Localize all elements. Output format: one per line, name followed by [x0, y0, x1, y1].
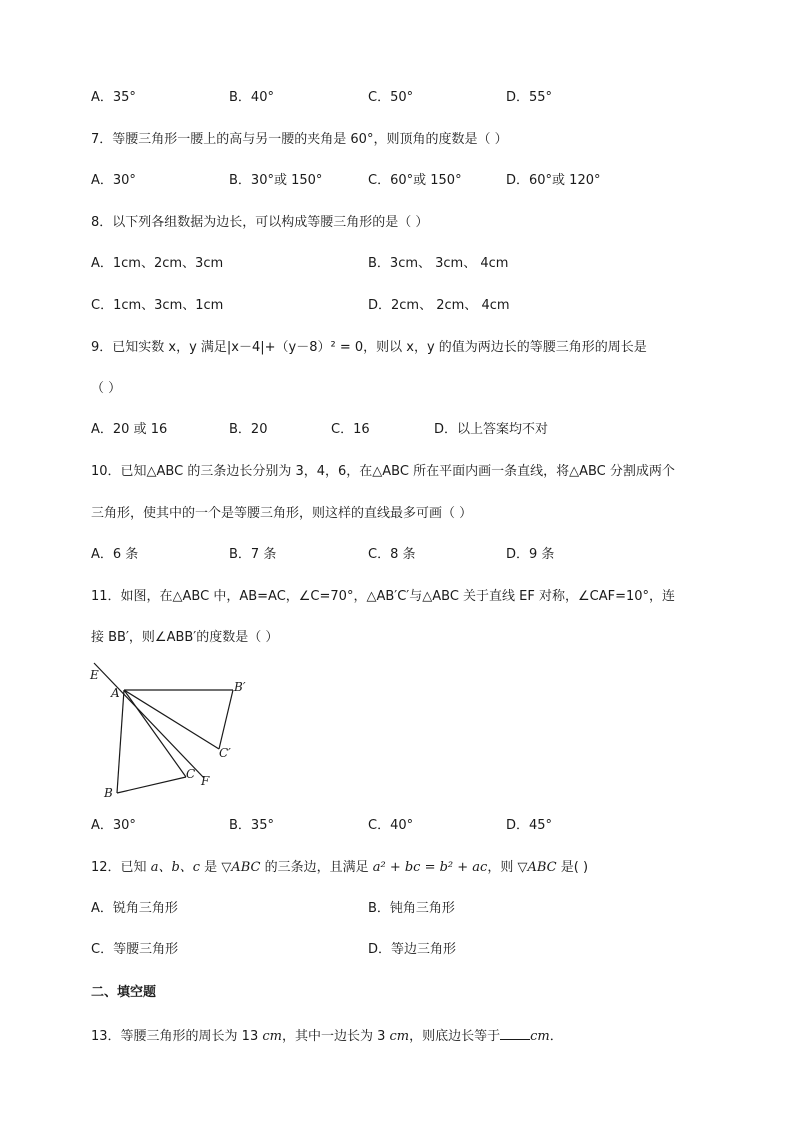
q9-option-c: C．16	[331, 422, 370, 437]
q7-option-c: C．60°或 150°	[368, 173, 462, 188]
q12-stem-end: 是( )	[556, 860, 589, 875]
q6-option-b: B．40°	[229, 90, 274, 105]
label-b: B	[104, 786, 113, 800]
q6-option-a: A．35°	[91, 90, 136, 105]
label-c: C	[186, 767, 196, 781]
q9-stem: 9．已知实数 x，y 满足|x－4|+（y－8）² = 0，则以 x，y 的值为两边长的等腰三角形的周长是	[91, 340, 647, 355]
q13-stem-mid: ，其中一边长为 3	[281, 1029, 390, 1044]
q13-unit-3: cm	[530, 1029, 550, 1044]
q6-option-c: C．50°	[368, 90, 414, 105]
side-ac-prime	[124, 690, 219, 749]
q8-option-b: B．3cm、 3cm、 4cm	[368, 256, 509, 271]
q9-option-d: D．以上答案均不对	[434, 422, 549, 437]
q12-stem-mid3: ，则	[487, 860, 518, 875]
q9-option-b: B．20	[229, 422, 268, 437]
q13-unit-1: cm	[262, 1029, 282, 1044]
q7-option-d: D．60°或 120°	[506, 173, 601, 188]
label-b-prime: B′	[234, 680, 246, 694]
label-c-prime: C′	[219, 746, 231, 760]
q12-option-a: A．锐角三角形	[91, 901, 178, 916]
q10-option-b: B．7 条	[229, 547, 277, 562]
q7-option-b: B．30°或 150°	[229, 173, 323, 188]
side-ac	[124, 690, 186, 777]
q10-option-a: A．6 条	[91, 547, 139, 562]
q10-stem-cont: 三角形，使其中的一个是等腰三角形，则这样的直线最多可画（ ）	[91, 506, 473, 521]
q7-stem: 7．等腰三角形一腰上的高与另一腰的夹角是 60°，则顶角的度数是（ ）	[91, 132, 508, 147]
q8-stem: 8．以下列各组数据为边长，可以构成等腰三角形的是（ ）	[91, 215, 429, 230]
q12-stem-mid2: 的三条边，且满足	[260, 860, 373, 875]
q7-option-a: A．30°	[91, 173, 136, 188]
q9-stem-cont: （ ）	[91, 381, 122, 396]
q8-option-d: D．2cm、 2cm、 4cm	[368, 298, 510, 313]
side-bc	[117, 777, 186, 793]
q10-stem: 10．已知△ABC 的三条边长分别为 3，4，6，在△ABC 所在平面内画一条直线，将△ABC 分割成两个	[91, 464, 675, 479]
section-title: 二、填空题	[91, 985, 157, 1000]
q12-vars: a、b、c	[150, 860, 201, 875]
q12-option-b: B．钝角三角形	[368, 901, 455, 916]
q13-stem-mid2: ，则底边长等于	[409, 1029, 501, 1044]
q11-option-a: A．30°	[91, 818, 136, 833]
q6-option-d: D．55°	[506, 90, 553, 105]
q11-figure	[86, 660, 266, 805]
q12-stem-prefix: 12．已知	[91, 860, 151, 875]
q11-stem-cont: 接 BB′，则∠ABB′的度数是（ ）	[91, 630, 279, 645]
q10-option-c: C．8 条	[368, 547, 416, 562]
q12-stem	[91, 860, 588, 876]
q12-equation: a² + bc = b² + ac	[372, 860, 488, 875]
q13-stem-end: ．	[549, 1029, 563, 1044]
q11-stem: 11．如图，在△ABC 中，AB=AC，∠C=70°，△AB′C′与△ABC 关于直线 EF 对称，∠CAF=10°，连	[91, 589, 676, 604]
q11-option-c: C．40°	[368, 818, 414, 833]
q12-option-c: C．等腰三角形	[91, 942, 179, 957]
q13-answer-blank[interactable]	[500, 1027, 530, 1040]
q11-option-b: B．35°	[229, 818, 274, 833]
label-e: E	[90, 668, 99, 682]
label-f: F	[201, 774, 210, 788]
q8-option-c: C．1cm、3cm、1cm	[91, 298, 224, 313]
q12-triangle-2: ▽ABC	[517, 860, 557, 875]
q12-option-d: D．等边三角形	[368, 942, 457, 957]
q13-unit-2: cm	[389, 1029, 410, 1044]
q13-stem	[91, 1027, 563, 1045]
q10-option-d: D．9 条	[506, 547, 555, 562]
q12-triangle-1: ▽ABC	[221, 860, 261, 875]
q9-option-a: A．20 或 16	[91, 422, 168, 437]
q11-option-d: D．45°	[506, 818, 553, 833]
q12-stem-mid1: 是	[200, 860, 222, 875]
line-ef	[94, 663, 204, 778]
q8-option-a: A．1cm、2cm、3cm	[91, 256, 224, 271]
side-ab	[117, 690, 124, 793]
side-b-prime-c-prime	[219, 690, 233, 749]
q13-stem-prefix: 13．等腰三角形的周长为 13	[91, 1029, 263, 1044]
label-a: A	[111, 686, 120, 700]
